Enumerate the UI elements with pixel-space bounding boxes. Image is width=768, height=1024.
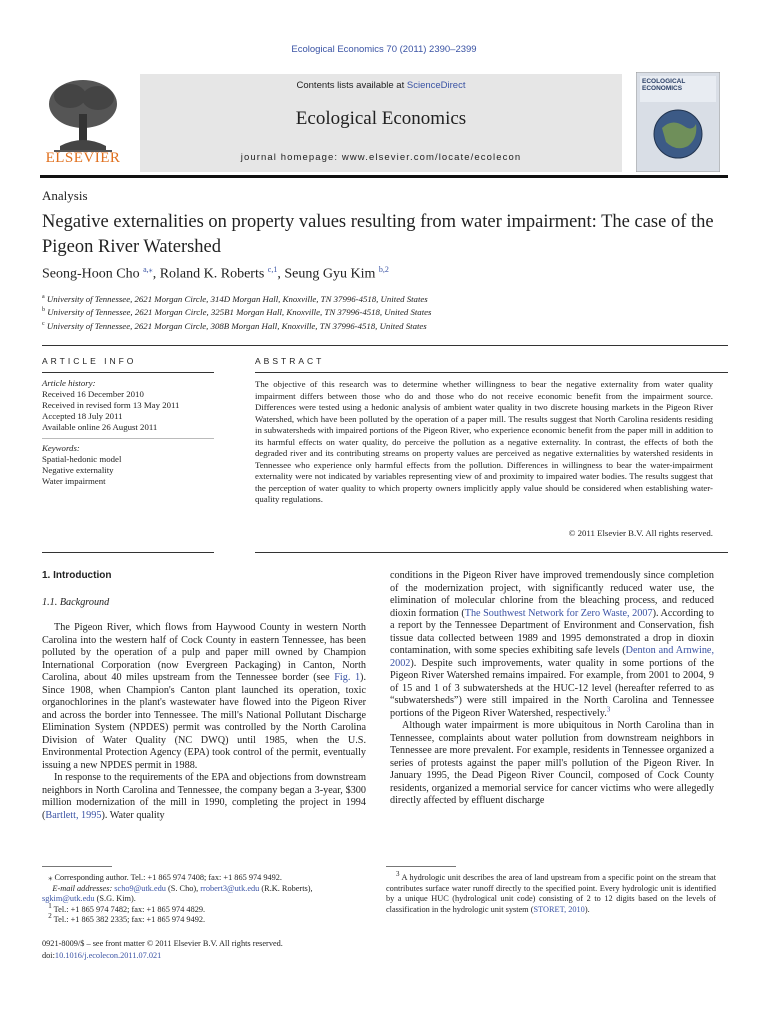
body-paragraph: conditions in the Pigeon River have improved tremendously since completion of the modernization project, with significantly reduced water use, the elimination of molecular chlorine from the bleaching process, and reduced dioxin formation (The Southwest Network for Zero Waste, 2007). According to a report by the Tennessee Department of Environment and Conservation, fish tissue data collected between 1989 and 1995 demonstrated a drop in dioxin contamination, with some species exhibiting safe levels (Denton and Arnwine, 2002). Despite such improvements, water quality in some portions of the Pigeon River Watershed remains impaired. For example, from 2001 to 2004, 9 of 15 and 1 of 3 subwatersheds at the HUC-12 level (hereafter referred to as “subwatersheds”) were still impaired in the North Carolina and Tennessee portions of the Pigeon River Watershed, respectively.$^3$	[390, 570, 714, 719]
subsection-heading: 1.1. Background	[42, 597, 110, 608]
footnote-emails: E-mail addresses: scho9@utk.edu (S. Cho), rrobert3@utk.edu (R.K. Roberts),	[52, 883, 313, 893]
footnote-rule	[386, 866, 456, 867]
divider	[42, 372, 214, 373]
body-column-right	[390, 570, 714, 808]
footnotes-right	[386, 870, 717, 915]
body-paragraph: Although water impairment is more ubiquitous in North Carolina than in Tennessee, complaints about water pollution from downstream neighbors in Tennessee are more prevalent. For example, residents in Tennessee organized a series of protests against the paper mill's pollution of the Pigeon River. In January 1995, the Dead Pigeon River Council, composed of Cock County residents, organized a memorial service for cancer victims who were allegedly directly affected by effluent discharge	[390, 720, 714, 806]
contents-prefix: Contents lists available at	[296, 80, 407, 91]
footnote-ref[interactable]: 3	[606, 705, 611, 714]
divider	[42, 552, 214, 553]
affiliation-item: $^c$ University of Tennessee, 2621 Morgan Circle, 308B Morgan Hall, Knoxville, TN 37996-4518, United States	[42, 320, 427, 331]
keyword-item: Water impairment	[42, 476, 106, 486]
footnotes-left	[42, 873, 372, 926]
footnote-rule	[42, 866, 112, 867]
section-heading: 1. Introduction	[42, 570, 112, 581]
divider	[255, 552, 728, 553]
contents-line	[140, 80, 622, 91]
cover-title: ECOLOGICAL ECONOMICS	[642, 78, 686, 92]
journal-title: Ecological Economics	[295, 108, 467, 129]
body-column-left	[42, 622, 366, 822]
author-list: Seong-Hoon Cho $^{a,⁎}$, Roland K. Roberts $^{c,1}$, Seung Gyu Kim $^{b,2}$	[42, 265, 389, 282]
issn-doi	[42, 938, 372, 961]
history-label: Article history:	[42, 378, 96, 388]
abstract-heading: ABSTRACT	[255, 356, 325, 366]
divider	[42, 345, 728, 346]
journal-citation[interactable]: Ecological Economics 70 (2011) 2390–2399	[291, 44, 477, 55]
article-info-heading: ARTICLE INFO	[42, 356, 137, 366]
history-item: Accepted 18 July 2011	[42, 411, 123, 421]
keyword-item: Negative externality	[42, 465, 114, 475]
affiliation-item: $^a$ University of Tennessee, 2621 Morgan Circle, 314D Morgan Hall, Knoxville, TN 37996-4518, United States	[42, 293, 428, 304]
journal-homepage[interactable]: journal homepage: www.elsevier.com/locate/ecolecon	[240, 152, 522, 163]
author-affil-sup[interactable]: a,⁎	[143, 265, 153, 274]
body-paragraph: In response to the requirements of the EPA and objections from downstream neighbors in North Carolina and Tennessee, the company began a 3-year, $300 million modernization of the mill in 1990, completing the project in 1994 (Bartlett, 1995). Water quality	[42, 772, 366, 821]
abstract-text: The objective of this research was to determine whether willingness to bear the negative externality from water quality impairment differs between those who do and those who do not receive economic benefit from the impairment source. Differences were tested using a hedonic analysis of ambient water quality in two discrete housing markets in the Pigeon River Watershed, which have been polluted by the operation of a paper mill. The results suggest that North Carolina residents residing in subwatersheds with impaired portions of the Pigeon River, who experience economic benefit from the paper mill in addition to its harmful effects on water quality, do perceive the pollution as a negative externality. In contrast, the effects of both the degraded river and its contributing streams on property values are perceived as negative externalities by watershed residents in Tennessee who experience only harmful effects from the pollution. Differences in willingness to bear the water-impairment externality were not indicated by variables representing view of and proximity to impaired water bodies. The results suggest that the perception of water quality to which property owners implicitly apply value should be considered when establishing water-quality regulations.	[255, 379, 713, 504]
figure-link[interactable]: Fig. 1	[334, 672, 361, 683]
article-info	[42, 378, 214, 487]
citation-link[interactable]: Denton and Arnwine, 2002	[390, 645, 714, 669]
article-section: Analysis	[42, 188, 88, 203]
footnote-item: $^2$ Tel.: +1 865 382 2335; fax: +1 865 974 9492.	[48, 912, 206, 924]
author-name[interactable]: Seung Gyu Kim	[284, 266, 376, 282]
footnote-item: $^3$ A hydrologic unit describes the area of land upstream from a specific point on the stream that contributes surface water runoff directly to the specified point. Every hydrologic unit is identified by a unique HUC (hydrological unit code) consisting of 2 to 12 digits based on the levels of classification in the hydrologic unit system (STORET, 2010).	[386, 870, 717, 914]
citation-link[interactable]: Bartlett, 1995	[45, 809, 102, 821]
issn-line: 0921-8009/$ – see front matter © 2011 Elsevier B.V. All rights reserved.	[42, 939, 283, 948]
author-name[interactable]: Seong-Hoon Cho	[42, 266, 140, 282]
footnote-item: $^1$ Tel.: +1 865 974 7482; fax: +1 865 974 4829.	[48, 901, 206, 914]
author-affil-sup[interactable]: c,1	[267, 265, 278, 274]
citation-link[interactable]: The Southwest Network for Zero Waste, 2007	[464, 607, 653, 619]
elsevier-logo	[40, 74, 126, 172]
divider	[42, 438, 214, 439]
author-affil-sup[interactable]: b,2	[378, 265, 389, 274]
author-name[interactable]: Roland K. Roberts	[159, 266, 265, 282]
keywords-label: Keywords:	[42, 443, 80, 453]
citation-link[interactable]: STORET, 2010	[533, 904, 585, 914]
publisher-name: ELSEVIER	[45, 150, 121, 166]
divider	[255, 372, 728, 373]
doi-link[interactable]: 10.1016/j.ecolecon.2011.07.021	[54, 950, 162, 960]
affiliations	[42, 292, 431, 332]
affiliation-item: $^b$ University of Tennessee, 2621 Morgan Circle, 325B1 Morgan Hall, Knoxville, TN 37996-4518, United States	[42, 307, 432, 318]
paper-title: Negative externalities on property values resulting from water impairment: The case of the Pigeon River Watershed	[42, 212, 714, 257]
body-paragraph: The Pigeon River, which flows from Haywood County in western North Carolina into the western half of Cock County in eastern Tennessee, has been polluted by the operation of a pulp and paper mill owned by Champion International Corporation (now Evergreen Packaging) in Canton, North Carolina, about 40 miles upstream from the Tennessee border (see Fig. 1). Since 1908, when Champion's Canton plant launched its operation, toxic organochlorines in the plant's wastewater have flowed into the Pigeon River and across the border into Tennessee. The mill's National Pollutant Discharge Elimination System (NPDES) permit was controlled by the North Carolina Division of Water Quality (NC DWQ) until 1985, when the U.S. Environmental Protection Agency (EPA) took control of the permit, eventually issuing a new NPDES permit in 1988.	[42, 622, 366, 771]
email-link[interactable]: rrobert3@utk.edu	[200, 883, 260, 893]
history-item: Received in revised form 13 May 2011	[42, 400, 180, 410]
history-item: Available online 26 August 2011	[42, 422, 158, 432]
footnote-emails: sgkim@utk.edu (S.G. Kim).	[42, 894, 136, 903]
sciencedirect-link[interactable]: ScienceDirect	[406, 80, 466, 91]
email-link[interactable]: scho9@utk.edu	[114, 883, 166, 893]
header-rule	[40, 175, 728, 178]
history-item: Received 16 December 2010	[42, 389, 144, 399]
footnote-corresponding: ⁎ Corresponding author. Tel.: +1 865 974 7408; fax: +1 865 974 9492.	[42, 873, 283, 882]
journal-cover-image	[636, 72, 720, 172]
keyword-item: Spatial-hedonic model	[42, 454, 122, 464]
abstract-copyright: © 2011 Elsevier B.V. All rights reserved.	[568, 528, 713, 538]
email-link[interactable]: sgkim@utk.edu	[42, 894, 95, 903]
doi-line: doi:10.1016/j.ecolecon.2011.07.021	[42, 950, 162, 960]
